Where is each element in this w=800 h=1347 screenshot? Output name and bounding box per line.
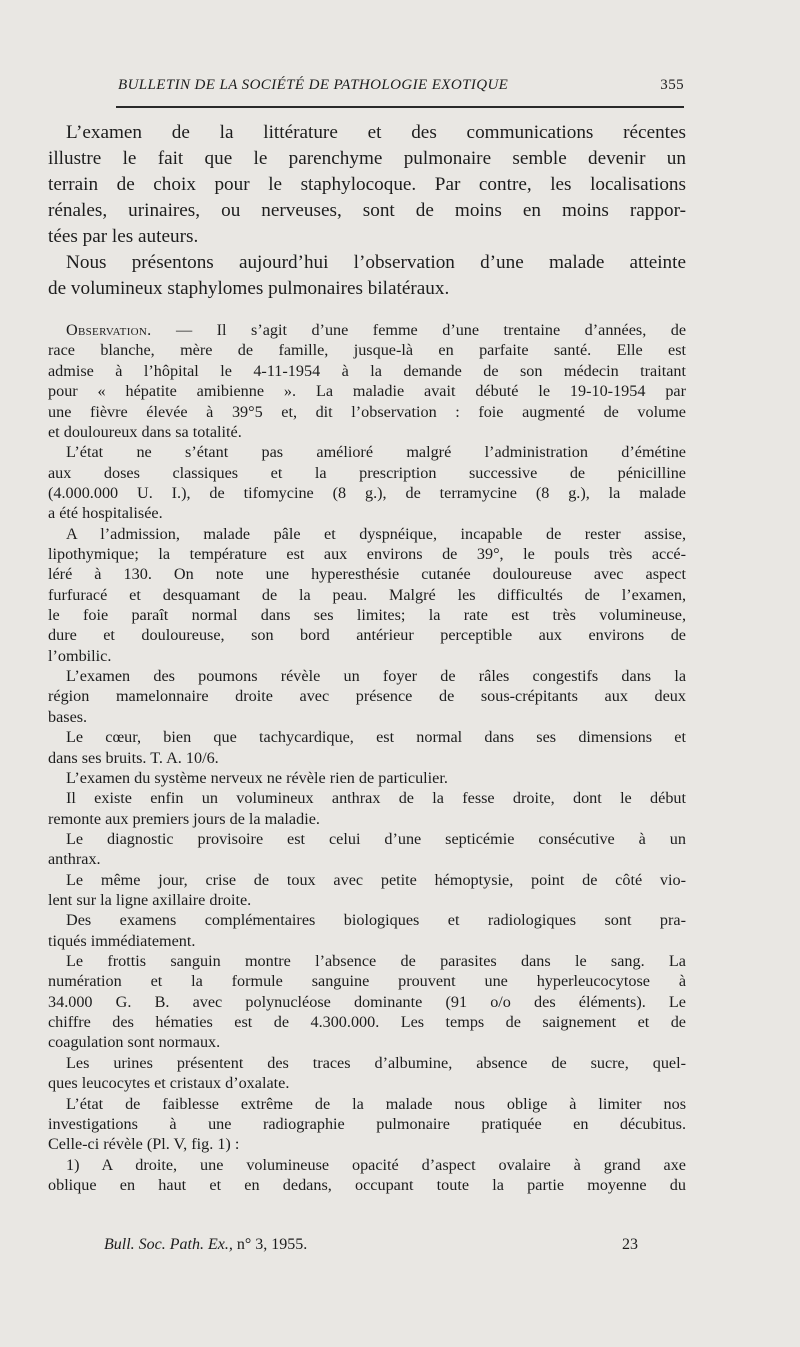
observation-line: L’état de faiblesse extrême de la malade nous oblige à limiter nos: [66, 1095, 686, 1113]
observation-line: région mamelonnaire droite avec présence de sous-crépitants aux deux: [48, 687, 686, 705]
observation-line: L’état ne s’étant pas amélioré malgré l’administration d’émétine: [66, 443, 686, 461]
observation-line: furfuracé et desquamant de la peau. Malgré les difficultés de l’examen,: [48, 586, 686, 604]
observation-line: Le cœur, bien que tachycardique, est normal dans ses dimensions et: [66, 728, 686, 746]
intro-line: illustre le fait que le parenchyme pulmonaire semble devenir un: [48, 148, 686, 169]
page-footer: [48, 1236, 686, 1258]
observation-line: investigations à une radiographie pulmonaire pratiquée en décubitus.: [48, 1115, 686, 1133]
observation-line: tiqués immédiatement.: [48, 932, 196, 950]
observation-line: dure et douloureuse, son bord antérieur perceptible aux environs de: [48, 626, 686, 644]
observation-line: anthrax.: [48, 850, 101, 868]
observation-line: Les urines présentent des traces d’albumine, absence de sucre, quel-: [66, 1054, 686, 1072]
intro-line: de volumineux staphylomes pulmonaires bilatéraux.: [48, 278, 450, 299]
observation-line: aux doses classiques et la prescription successive de pénicilline: [48, 464, 686, 482]
intro-line: terrain de choix pour le staphylocoque. Par contre, les localisations: [48, 174, 686, 195]
observation-line: pour « hépatite amibienne ». La maladie avait débuté le 19-10-1954 par: [48, 382, 686, 400]
observation-label: Observation.: [66, 321, 152, 339]
observation-line: léré à 130. On note une hyperesthésie cutanée douloureuse avec aspect: [48, 565, 686, 583]
observation-first-line: [48, 320, 686, 340]
signature-mark: 23: [622, 1236, 638, 1253]
intro-line: rénales, urinaires, ou nerveuses, sont de moins en moins rappor-: [48, 200, 686, 221]
journal-issue: n° 3, 1955.: [236, 1236, 308, 1253]
observation-line: le foie paraît normal dans ses limites; la rate est très volumineuse,: [48, 606, 686, 624]
observation-line: (4.000.000 U. I.), de tifomycine (8 g.), de terramycine (8 g.), la malade: [48, 484, 686, 502]
observation-line: race blanche, mère de famille, jusque-là en parfaite santé. Elle est: [48, 341, 686, 359]
journal-abbrev: Bull. Soc. Path. Ex.,: [104, 1236, 233, 1253]
observation-line: dans ses bruits. T. A. 10/6.: [48, 749, 219, 767]
observation-line: chiffre des hématies est de 4.300.000. Les temps de saignement et de: [48, 1013, 686, 1031]
observation-line: lent sur la ligne axillaire droite.: [48, 891, 252, 909]
observation-line: bases.: [48, 708, 88, 726]
running-header: [118, 77, 684, 99]
intro-line: Nous présentons aujourd’hui l’observation d’une malade atteinte: [66, 252, 686, 273]
observation-line: Des examens complémentaires biologiques et radiologiques sont pra-: [66, 911, 686, 929]
observation-line: oblique en haut et en dedans, occupant toute la partie moyenne du: [48, 1176, 686, 1194]
observation-line: lipothymique; la température est aux environs de 39°, le pouls très accé-: [48, 545, 686, 563]
observation-line: 34.000 G. B. avec polynucléose dominante (91 o/o des éléments). Le: [48, 993, 686, 1011]
intro-line: L’examen de la littérature et des communications récentes: [66, 122, 686, 143]
observation-line: a été hospitalisée.: [48, 504, 163, 522]
observation-line: A l’admission, malade pâle et dyspnéique, incapable de rester assise,: [66, 525, 686, 543]
running-title: BULLETIN DE LA SOCIÉTÉ DE PATHOLOGIE EXOTIQUE: [118, 77, 509, 93]
observation-line: numération et la formule sanguine prouvent une hyperleucocytose à: [48, 972, 686, 990]
observation-first-line-text: — Il s’agit d’une femme d’une trentaine d’années, de: [151, 321, 686, 339]
observation-line: 1) A droite, une volumineuse opacité d’aspect ovalaire à grand axe: [66, 1156, 686, 1174]
observation-line: Celle-ci révèle (Pl. V, fig. 1) :: [48, 1135, 240, 1153]
intro-line: tées par les auteurs.: [48, 226, 199, 247]
observation-line: ques leucocytes et cristaux d’oxalate.: [48, 1074, 290, 1092]
observation-line: Le même jour, crise de toux avec petite hémoptysie, point de côté vio-: [66, 871, 686, 889]
observation-line: coagulation sont normaux.: [48, 1033, 221, 1051]
observation-line: une fièvre élevée à 39°5 et, dit l’observation : foie augmenté de volume: [48, 403, 686, 421]
header-rule: [116, 106, 684, 108]
observation-line: et douloureux dans sa totalité.: [48, 423, 242, 441]
observation-line: admise à l’hôpital le 4-11-1954 à la demande de son médecin traitant: [48, 362, 686, 380]
observation-line: Le frottis sanguin montre l’absence de parasites dans le sang. La: [66, 952, 686, 970]
observation-line: l’ombilic.: [48, 647, 112, 665]
observation-line: L’examen du système nerveux ne révèle rien de particulier.: [66, 769, 448, 787]
observation-line: Le diagnostic provisoire est celui d’une septicémie consécutive à un: [66, 830, 686, 848]
observation-line: Il existe enfin un volumineux anthrax de la fesse droite, dont le début: [66, 789, 686, 807]
observation-line: L’examen des poumons révèle un foyer de râles congestifs dans la: [66, 667, 686, 685]
journal-reference: [104, 1236, 307, 1254]
observation-line: remonte aux premiers jours de la maladie.: [48, 810, 320, 828]
page-number: 355: [660, 77, 684, 93]
